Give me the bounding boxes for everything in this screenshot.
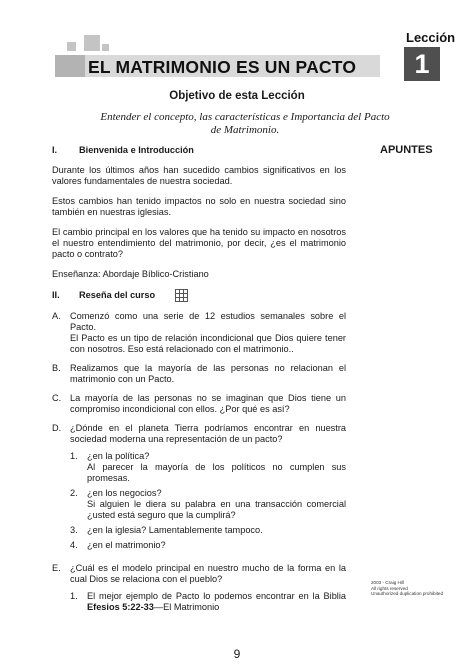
list-item: [52, 311, 346, 355]
section-heading: [52, 145, 346, 156]
subitem-text: ¿en la iglesia? Lamentablemente tampoco.: [87, 525, 263, 535]
item-text: Realizamos que la mayoría de las personas no relacionan el matrimonio con un Pacto.: [70, 363, 346, 384]
paragraph: Estos cambios han tenido impactos no solo en nuestra sociedad sino también en nuestras iglesias.: [52, 196, 346, 217]
grid-icon: [175, 289, 188, 302]
list-item: [52, 363, 346, 385]
decor-square: [67, 42, 76, 51]
sublist-item: [70, 540, 346, 551]
leccion-label: Lección: [406, 30, 456, 45]
copyright-line: Unauthorized duplication prohibited: [371, 591, 444, 597]
subitem-label: 2.: [70, 488, 78, 498]
subitem-text: Al parecer la mayoría de los políticos no cumplen sus promesas.: [87, 462, 346, 483]
decor-square: [102, 44, 109, 51]
item-label: D.: [52, 423, 62, 433]
section-title: Bienvenida e Introducción: [79, 145, 194, 155]
sublist-item: [70, 525, 346, 536]
sublist-item: [70, 591, 346, 613]
paragraph: Enseñanza: Abordaje Bíblico-Cristiano: [52, 269, 209, 279]
item-text: El Pacto es un tipo de relación incondicional que Dios quiere tener con nosotros. Eso está relacionado con el matrimonio..: [70, 333, 346, 354]
scripture-reference: Efesios 5:22-33: [87, 602, 154, 612]
section-heading: [52, 289, 346, 302]
section-number: II.: [52, 290, 60, 300]
subitem-label: 4.: [70, 540, 78, 550]
copyright-line: All rights reserved: [371, 585, 408, 591]
subitem-text: —El Matrimonio: [153, 602, 220, 612]
lesson-content: [52, 145, 346, 625]
copyright-line: 2003 - Craig Hill: [371, 580, 404, 585]
item-text: La mayoría de las personas no se imaginan que Dios tiene un compromiso incondicional con ellos. ¿Por qué es así?: [70, 393, 346, 414]
sublist: [70, 591, 346, 613]
lesson-title: EL MATRIMONIO ES UN PACTO: [88, 57, 357, 77]
decor-square: [84, 35, 100, 51]
list-item: [52, 563, 346, 617]
section-title: Reseña del curso: [79, 290, 156, 300]
subitem-text: Si alguien le diera su palabra en una transacción comercial ¿usted está seguro que la cumplirá?: [87, 499, 346, 520]
item-label: C.: [52, 393, 62, 403]
page-number: 9: [233, 647, 241, 661]
subitem-label: 1.: [70, 591, 78, 601]
objetivo-heading: Objetivo de esta Lección: [169, 90, 305, 102]
list-item: [52, 423, 346, 555]
paragraph: El cambio principal en los valores que ha tenido su impacto en nosotros el nuestro entendimiento del matrimonio, por decir, ¿es el matrimonio pacto o contrato?: [52, 227, 346, 259]
sublist-item: [70, 488, 346, 521]
item-label: B.: [52, 363, 61, 373]
subitem-label: 1.: [70, 451, 78, 461]
subitem-text: El mejor ejemplo de Pacto lo podemos encontrar en la Biblia: [87, 591, 346, 601]
subitem-text: ¿en el matrimonio?: [87, 540, 166, 550]
leccion-number: 1: [404, 47, 440, 81]
section-number: I.: [52, 145, 58, 155]
item-text: ¿Dónde en el planeta Tierra podríamos encontrar en nuestra sociedad moderna una representación de un pacto?: [70, 423, 346, 444]
item-text: Comenzó como una serie de 12 estudios semanales sobre el Pacto.: [70, 311, 346, 332]
sublist-item: [70, 451, 346, 484]
objetivo-description: Entender el concepto, las características e Importancia del Pacto de Matrimonio.: [100, 111, 390, 136]
item-label: A.: [52, 311, 61, 321]
subitem-text: ¿en los negocios?: [87, 488, 162, 498]
list-item: [52, 393, 346, 415]
item-label: E.: [52, 563, 61, 573]
item-text: ¿Cuál es el modelo principal en nuestro mucho de la forma en la cual Dios se relaciona con el pueblo?: [70, 563, 346, 584]
subitem-label: 3.: [70, 525, 78, 535]
copyright-notice: [371, 580, 443, 597]
paragraph: Durante los últimos años han sucedido cambios significativos en los valores fundamentales de nuestra sociedad.: [52, 165, 346, 186]
sublist: [70, 451, 346, 551]
apuntes-heading: APUNTES: [380, 144, 433, 156]
subitem-text: ¿en la política?: [87, 451, 150, 461]
